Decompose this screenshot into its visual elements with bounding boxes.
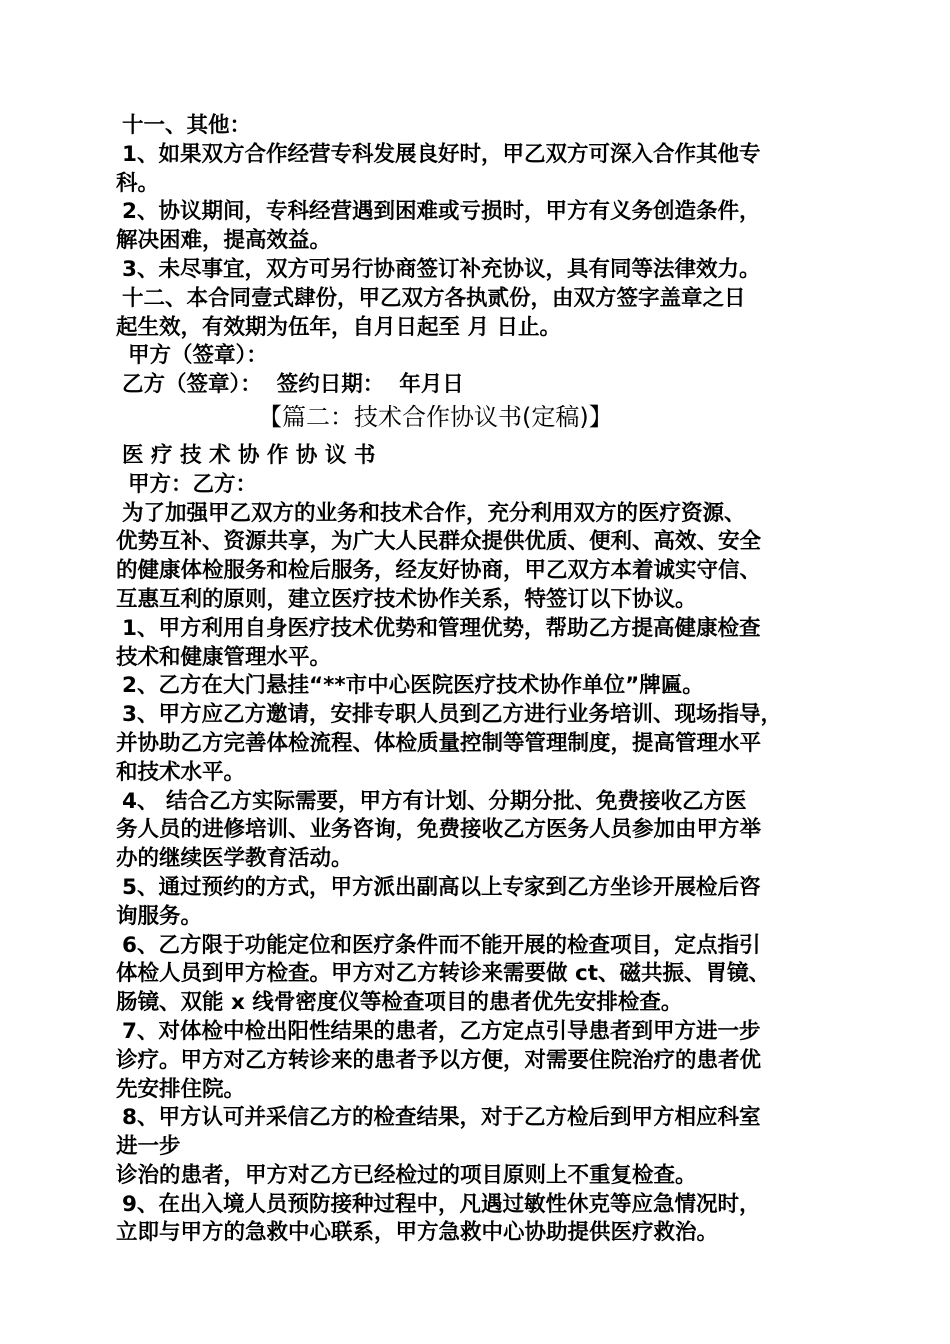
section-12-line-1: 十二、本合同壹式肆份，甲乙双方各执贰份，由双方签字盖章之日 (122, 285, 746, 311)
clause-1-line: 1、甲方利用自身医疗技术优势和管理优势，帮助乙方提高健康检查 (122, 615, 761, 641)
intro-line: 优势互补、资源共享，为广大人民群众提供优质、便利、高效、安全 (116, 529, 762, 555)
clause-1-line: 技术和健康管理水平。 (116, 644, 332, 670)
document-body (116, 112, 836, 1248)
part-2-heading: 【篇二：技术合作协议书(定稿)】 (258, 402, 613, 431)
clause-3-line: 和技术水平。 (116, 759, 246, 785)
clause-6-line: 6、乙方限于功能定位和医疗条件而不能开展的检查项目，定点指引 (122, 932, 761, 958)
clause-5-line: 询服务。 (116, 903, 203, 929)
intro-line: 互惠互利的原则，建立医疗技术协作关系，特签订以下协议。 (116, 586, 697, 612)
clause-7-line: 7、对体检中检出阳性结果的患者，乙方定点引导患者到甲方进一步 (122, 1018, 761, 1044)
clause-2-line: 2、乙方在大门悬挂“**市中心医院医疗技术协作单位”牌匾。 (122, 673, 704, 699)
signature-party-a: 甲方（签章）： (128, 343, 268, 369)
section-11-item-2-line-1: 2、协议期间，专科经营遇到困难或亏损时，甲方有义务创造条件， (122, 199, 761, 225)
clause-4-line: 4、 结合乙方实际需要，甲方有计划、分期分批、免费接收乙方医 (122, 788, 747, 814)
clause-3-line: 并协助乙方完善体检流程、体检质量控制等管理制度，提高管理水平 (116, 730, 762, 756)
clause-8-line: 诊治的患者，甲方对乙方已经检过的项目原则上不重复检查。 (116, 1162, 697, 1188)
section-11-item-3: 3、未尽事宜，双方可另行协商签订补充协议，具有同等法律效力。 (122, 256, 761, 282)
section-11-item-2-line-2: 解决困难，提高效益。 (116, 228, 332, 254)
clause-9-line: 立即与甲方的急救中心联系，甲方急救中心协助提供医疗救治。 (116, 1220, 719, 1246)
clause-8-line: 8、甲方认可并采信乙方的检查结果，对于乙方检后到甲方相应科室 (122, 1105, 761, 1131)
intro-line: 的健康体检服务和检后服务，经友好协商，甲乙双方本着诚实守信、 (116, 558, 762, 584)
clause-7-line: 先安排住院。 (116, 1076, 246, 1102)
clause-4-line: 务人员的进修培训、业务咨询，免费接收乙方医务人员参加由甲方举 (116, 817, 762, 843)
agreement-title: 医 疗 技 术 协 作 协 议 书 (122, 442, 376, 468)
clause-5-line: 5、通过预约的方式，甲方派出副高以上专家到乙方坐诊开展检后咨 (122, 874, 761, 900)
clause-6-line: 体检人员到甲方检查。甲方对乙方转诊来需要做 ct、磁共振、胃镜、 (116, 961, 771, 987)
clause-8-line: 进一步 (116, 1134, 181, 1160)
agreement-parties: 甲方：乙方： (128, 471, 258, 497)
signature-party-b-date: 乙方（签章）： 签约日期： 年月日 (122, 372, 464, 398)
section-12-line-2: 起生效，有效期为伍年，自月日起至 月 日止。 (116, 314, 561, 340)
clause-3-line: 3、甲方应乙方邀请，安排专职人员到乙方进行业务培训、现场指导， (122, 702, 782, 728)
section-11-item-1-line-2: 科。 (116, 170, 160, 196)
clause-6-line: 肠镜、双能 x 线骨密度仪等检查项目的患者优先安排检查。 (116, 990, 683, 1016)
section-11-title: 十一、其他： (122, 113, 252, 138)
clause-4-line: 办的继续医学教育活动。 (116, 846, 353, 872)
clause-7-line: 诊疗。甲方对乙方转诊来的患者予以方便，对需要住院治疗的患者优 (116, 1047, 762, 1073)
section-11-item-1-line-1: 1、如果双方合作经营专科发展良好时，甲乙双方可深入合作其他专 (122, 141, 761, 167)
clause-9-line: 9、在出入境人员预防接种过程中，凡遇过敏性休克等应急情况时， (122, 1191, 761, 1217)
intro-line: 为了加强甲乙双方的业务和技术合作，充分利用双方的医疗资源、 (122, 500, 746, 526)
